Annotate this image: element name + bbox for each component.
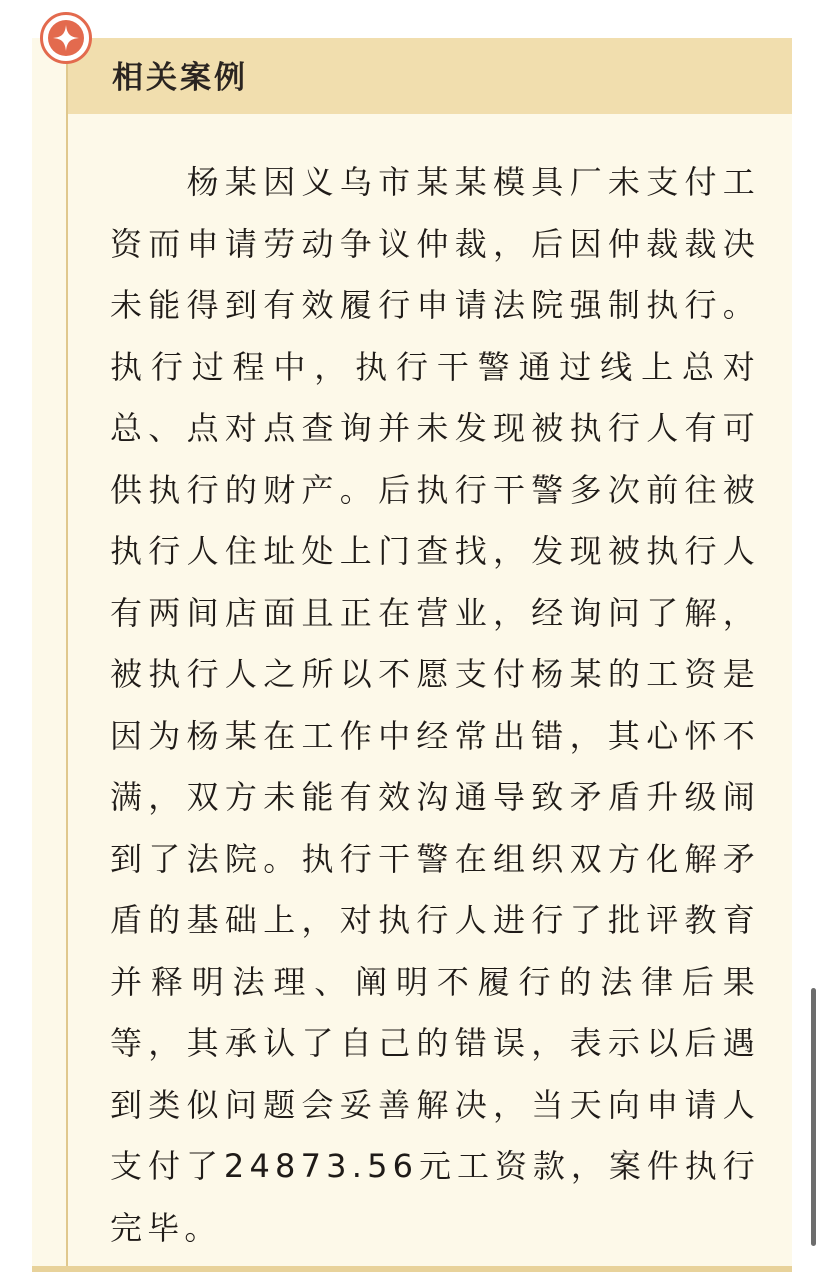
card-bottom-border bbox=[32, 1266, 792, 1272]
scrollbar-thumb[interactable] bbox=[811, 988, 816, 1246]
four-point-star-icon bbox=[52, 24, 80, 52]
card-left-rule bbox=[66, 38, 68, 1270]
section-badge bbox=[40, 12, 92, 64]
case-paragraph: 杨某因义乌市某某模具厂未支付工资而申请劳动争议仲裁，后因仲裁裁决未能得到有效履行申请法院强制执行。执行过程中，执行干警通过线上总对总、点对点查询并未发现被执行人有可供执行的财产。后执行干警多次前往被执行人住址处上门查找，发现被执行人有两间店面且正在营业，经询问了解，被执行人之所以不愿支付杨某的工资是因为杨某在工作中经常出错，其心怀不满，双方未能有效沟通导致矛盾升级闹到了法院。执行干警在组织双方化解矛盾的基础上，对执行人进行了批评教育并释明法理、阐明不履行的法律后果等，其承认了自己的错误，表示以后遇到类似问题会妥善解决，当天向申请人支付了24873.56元工资款，案件执行完毕。 bbox=[110, 163, 760, 1247]
section-title: 相关案例 bbox=[112, 60, 248, 96]
